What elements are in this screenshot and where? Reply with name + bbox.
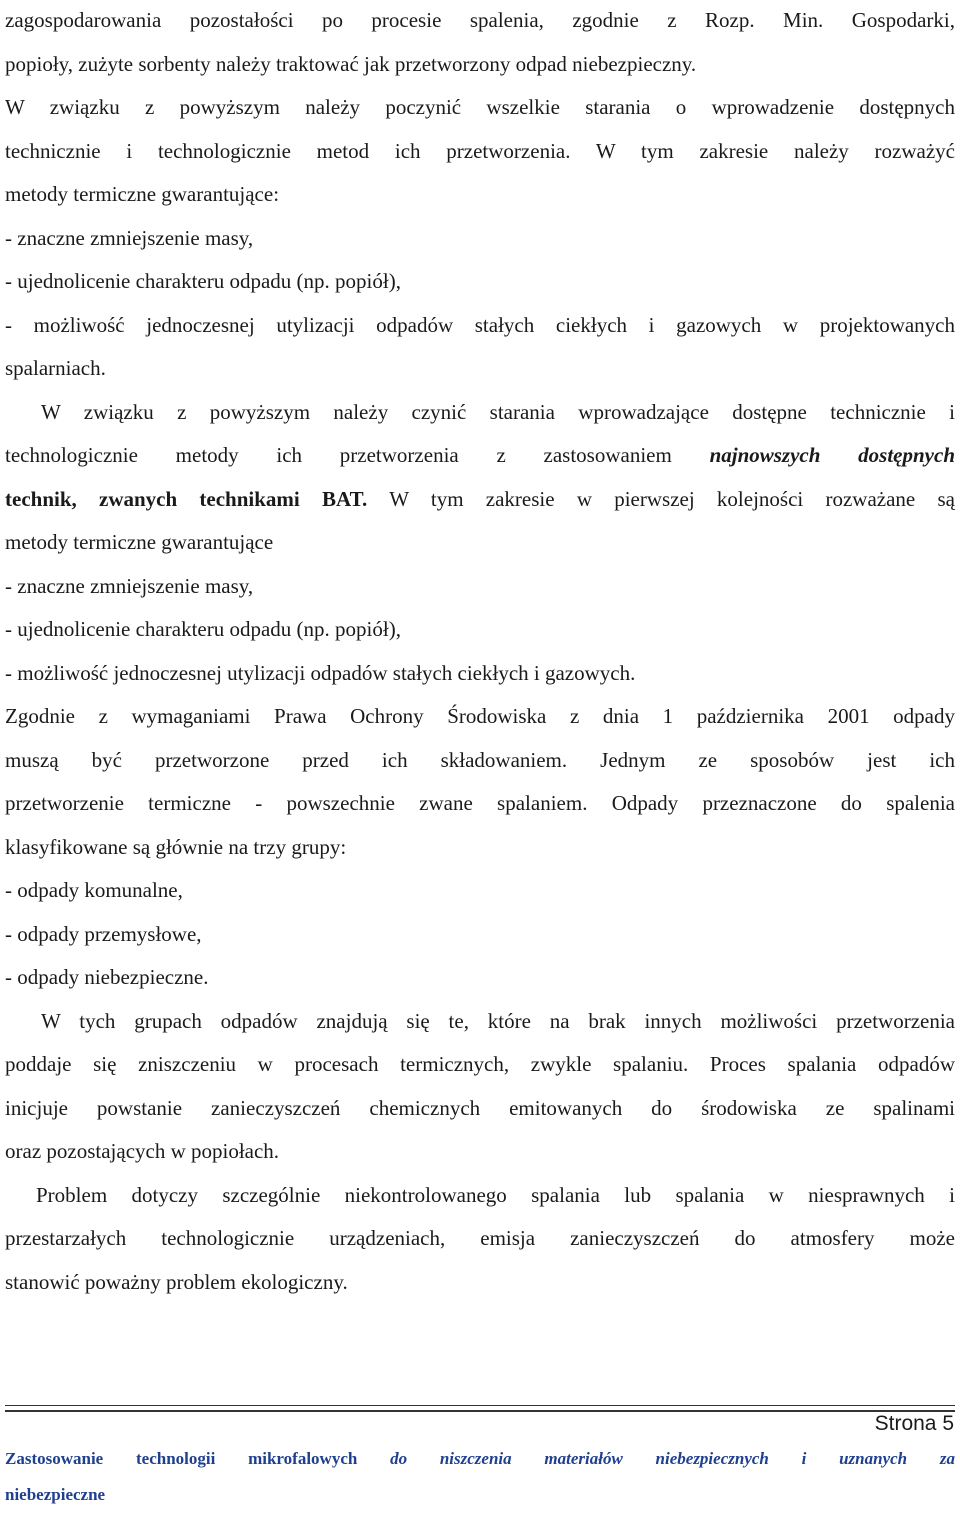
text-plain: W tym zakresie w pierwszej kolejności rozważane są — [389, 486, 955, 511]
list-item: - odpady komunalne, — [5, 878, 183, 902]
list-item: - znaczne zmniejszenie masy, — [5, 573, 254, 598]
paragraph-1 — [5, 0, 955, 391]
text-line: oraz pozostających w popiołach. — [5, 1139, 280, 1163]
footer-title-line — [5, 1441, 955, 1477]
footer-title-italic: do niszczenia materiałów niebezpiecznych i uznanych za — [390, 1449, 955, 1468]
text-line: zagospodarowania pozostałości po procesie spalenia, zgodnie z Rozp. Min. Gospodarki, — [5, 8, 955, 32]
text-line: W związku z powyższym należy poczynić wszelkie starania o wprowadzenie dostępnych — [5, 95, 955, 119]
text-line: przestarzałych technologicznie urządzeniach, emisja zanieczyszczeń do atmosfery może — [5, 1226, 955, 1250]
text-line: klasyfikowane są głównie na trzy grupy: — [5, 834, 347, 859]
paragraph-4 — [5, 1000, 955, 1174]
page-number: Strona 5 — [874, 1412, 954, 1435]
list-item: - ujednolicenie charakteru odpadu (np. popiół), — [5, 617, 401, 641]
list-item: - możliwość jednoczesnej utylizacji odpadów stałych ciekłych i gazowych w projektowanych — [5, 312, 955, 337]
text-line: inicjuje powstanie zanieczyszczeń chemicznych emitowanych do środowiska ze spalinami — [5, 1095, 955, 1120]
list-item: - odpady niebezpieczne. — [5, 965, 209, 989]
text-line: Problem dotyczy szczególnie niekontrolowanego spalania lub spalania w niesprawnych i — [36, 1182, 955, 1207]
text-line: przetworzenie termiczne - powszechnie zwane spalaniem. Odpady przeznaczone do spalenia — [5, 791, 955, 815]
list-item: - odpady przemysłowe, — [5, 921, 202, 946]
text-line: technicznie i technologicznie metod ich przetworzenia. W tym zakresie należy rozważyć — [5, 138, 955, 163]
paragraph-3 — [5, 695, 955, 1000]
list-item: - możliwość jednoczesnej utylizacji odpadów stałych ciekłych i gazowych. — [5, 660, 636, 685]
list-item: - ujednolicenie charakteru odpadu (np. popiół), — [5, 269, 401, 293]
footer-title-plain: Zastosowanie technologii mikrofalowych — [5, 1449, 358, 1468]
paragraph-5 — [5, 1174, 955, 1305]
text-line — [5, 478, 955, 522]
text-line: spalarniach. — [5, 356, 106, 380]
paragraph-2 — [5, 391, 955, 696]
text-line: W tych grupach odpadów znajdują się te, które na brak innych możliwości przetworzenia — [41, 1008, 955, 1033]
text-emphasis: najnowszych dostępnych — [709, 443, 955, 467]
text-line: popioły, zużyte sorbenty należy traktować jak przetworzony odpad niebezpieczny. — [5, 51, 697, 76]
list-item: - znaczne zmniejszenie masy, — [5, 225, 254, 250]
text-line: stanowić poważny problem ekologiczny. — [5, 1269, 348, 1294]
text-line: metody termiczne gwarantujące: — [5, 182, 280, 206]
text-line: W związku z powyższym należy czynić starania wprowadzające dostępne technicznie i — [41, 399, 955, 424]
text-line: poddaje się zniszczeniu w procesach termicznych, zwykle spalaniu. Proces spalania odpadów — [5, 1052, 955, 1076]
document-body — [5, 0, 955, 1304]
text-line: metody termiczne gwarantujące — [5, 530, 274, 554]
footer-divider — [5, 1405, 955, 1412]
text-bold: technik, zwanych technikami BAT. — [5, 486, 368, 511]
text-line — [5, 434, 955, 478]
text-line: Zgodnie z wymaganiami Prawa Ochrony Środowiska z dnia 1 października 2001 odpady — [5, 704, 955, 728]
footer-title — [5, 1441, 955, 1513]
text-line: muszą być przetworzone przed ich składowaniem. Jednym ze sposobów jest ich — [5, 747, 955, 772]
footer-title-line-2: niebezpieczne — [5, 1485, 106, 1504]
text-plain: technologicznie metody ich przetworzenia z zastosowaniem — [5, 443, 672, 467]
